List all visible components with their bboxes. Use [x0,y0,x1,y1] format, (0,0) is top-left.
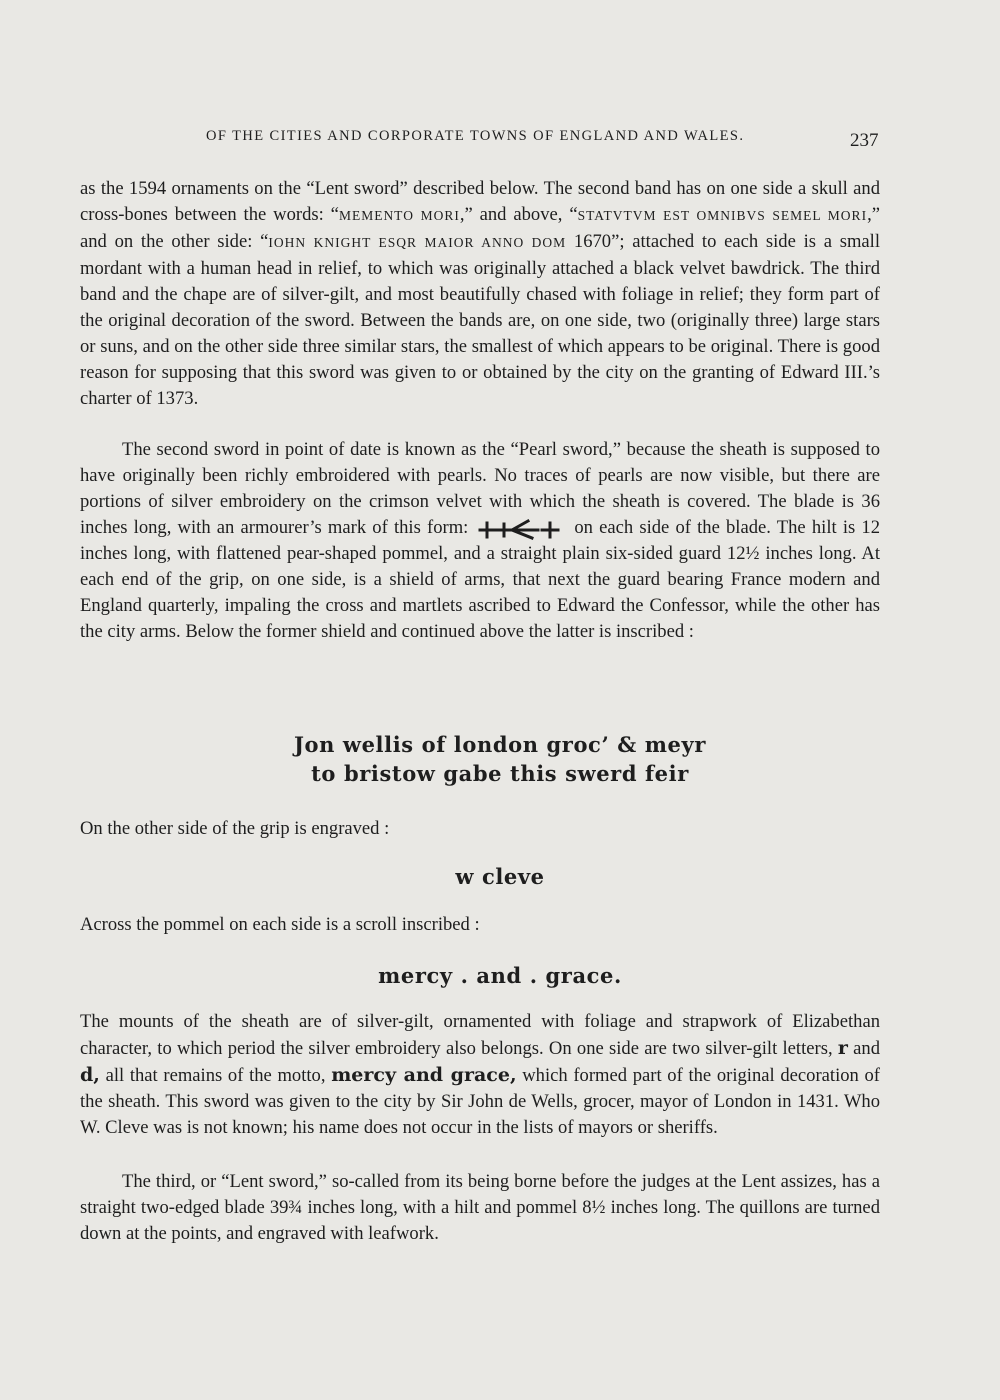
grip-caption: On the other side of the grip is engraved : [80,818,390,839]
armourers-mark-icon [478,518,560,540]
paragraph-3-text-a: The mounts of the sheath are of silver-gilt, ornamented with foliage and strapwork of Elizabethan character, to which period the silver embroidery also belongs. On one side are two silver-gilt letters, [80,1011,880,1059]
inscription-line-1: Jon wellis of london groc’ & meyr [294,732,706,757]
inscription-mercy-grace: mercy . and . grace. [378,963,622,988]
letter-d: d, [80,1064,100,1086]
paragraph-3-text-b: all that remains of the motto, [105,1065,326,1086]
page-number: 237 [850,130,879,151]
paragraph-2 [80,437,880,645]
paragraph-1 [80,176,880,412]
motto-mercy-and-grace: mercy and grace, [331,1064,517,1086]
paragraph-3-text-c: which formed part of the original decoration of the sheath. This sword was given to the city by Sir John de Wells, grocer, mayor of London in 1431. Who W. Cleve was is not known; his name does not occur in the lists of mayors or sheriffs. [80,1065,880,1138]
paragraph-2-text-b: on each side of the blade. The hilt is 12 inches long, with flattened pear-shaped pommel, and a straight plain six-sided guard 12½ inches long. At each end of the grip, on one side, is a shield of arms, that next the guard bearing France modern and England quarterly, impaling the cross and martlets ascribed to Edward the Confessor, while the other has the city arms. Below the former shield and continued above the latter is inscribed : [80,517,880,642]
word-and: and [853,1038,880,1059]
paragraph-1-text-d: 1670”; attached to each side is a small mordant with a human head in relief, to which was originally attached a black velvet bawdrick. The third band and the chape are of silver-gilt, and most beautifully chased with foliage in relief; they form part of the original decoration of the sword. Between the bands are, on one side, two (originally three) large stars or suns, and on the other side three similar stars, the smallest of which appears to be original. There is good reason for supposing that this sword was given to or obtained by the city on the granting of Edward III.’s charter of 1373. [80,231,880,409]
paragraph-3 [80,1009,880,1141]
running-head: OF THE CITIES AND CORPORATE TOWNS OF ENGLAND AND WALES. [206,128,745,144]
inscription-cleve: w cleve [455,864,545,889]
paragraph-4: The third, or “Lent sword,” so-called from its being borne before the judges at the Lent assizes, has a straight two-edged blade 39¾ inches long, with a hilt and pommel 8½ inches long. The quillons are turned down at the points, and engraved with leafwork. [80,1171,880,1244]
pommel-caption: Across the pommel on each side is a scroll inscribed : [80,914,480,935]
paragraph-1-text-c: ,” and on the other side: “ [80,204,880,252]
paragraph-2-text-a: The second sword in point of date is known as the “Pearl sword,” because the sheath is supposed to have originally been richly embroidered with pearls. No traces of pearls are now visible, but there are portions of silver embroidery on the crimson velvet with which the sheath is covered. The blade is 36 inches long, with an armourer’s mark of this form: [80,439,880,538]
small-caps-statvtvm: STATVTVM EST OMNIBVS SEMEL MORI [577,208,868,223]
paragraph-1-text-b: ,” and above, “ [459,204,578,225]
paragraph-1-text-a: as the 1594 ornaments on the “Lent sword” described below. The second band has on one side a skull and cross-bones between the words: “ [80,178,880,225]
inscription-line-2: to bristow gabe this swerd feir [311,761,689,786]
small-caps-memento-mori: MEMENTO MORI [338,208,460,223]
letter-r: r [837,1037,848,1059]
small-caps-iohn-knight: IOHN KNIGHT ESQR MAIOR ANNO DOM [268,235,567,250]
